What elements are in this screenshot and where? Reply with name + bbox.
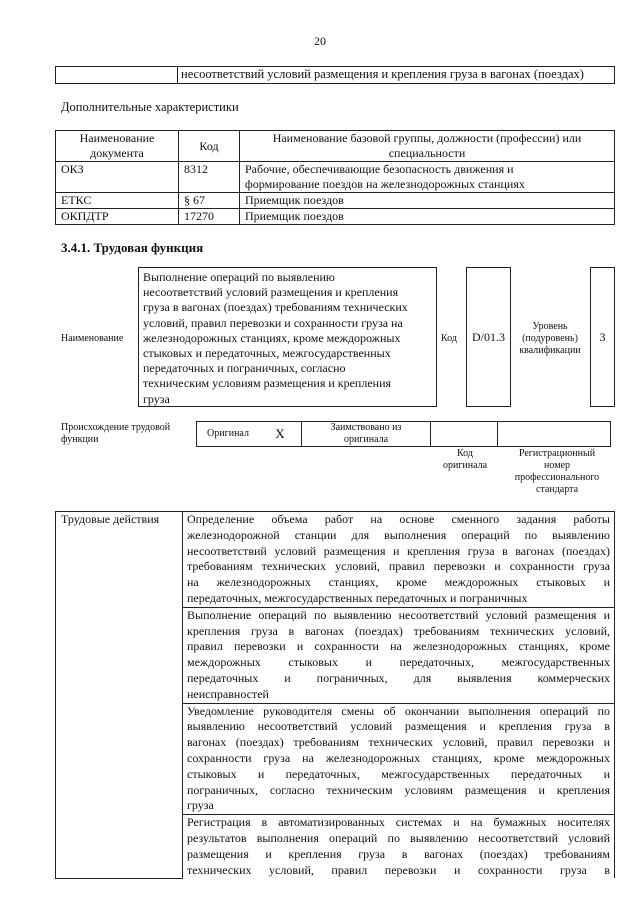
row-doc: ОКЗ: [56, 162, 179, 193]
duties-label: Трудовые действия: [56, 512, 183, 879]
col-header-code: Код: [179, 131, 240, 162]
function-level-box: [590, 267, 615, 407]
duty-item: Определение объема работ на основе сменного задания работы железнодорожной станции для выполнения операций по выявлению несоответствий условий размещения и крепления груза в вагонах (поездах) требованиям технических условий, правил перевозки и сохранности груза на железнодорожных станциях, кроме междорожных стыковых и передаточных, межгосударственных передаточных и пограничных: [183, 512, 615, 608]
name-label: Наименование: [61, 333, 124, 344]
row-doc: ЕТКС: [56, 193, 179, 209]
row-code: 8312: [179, 162, 240, 193]
row-name: Приемщик поездов: [240, 209, 615, 225]
table-row: [56, 193, 615, 209]
table-row: [56, 512, 615, 608]
col-header-name: Наименование базовой группы, должности (профессии) или специальности: [240, 131, 615, 162]
continuation-text: несоответствий условий размещения и крепления груза в вагонах (поездах): [178, 67, 615, 84]
col-header-document: Наименование документа: [56, 131, 179, 162]
origin-table: [196, 421, 611, 447]
registration-caption: Регистрационный номер профессионального стандарта: [514, 448, 600, 495]
code-label: Код: [441, 333, 457, 344]
additional-heading: Дополнительные характеристики: [61, 100, 239, 114]
row-code: 17270: [179, 209, 240, 225]
table-row: [56, 162, 615, 193]
original-code-cell: [431, 422, 498, 447]
duty-item: Уведомление руководителя смены об окончании выполнения операций по выявлению несоответствий условий размещения и крепления груза в вагонах (поездах) требованиям технических условий, правил перевозки и сохранности груза на железнодорожных станциях, кроме междорожных стыковых и передаточных, межгосударственных передаточных и пограничных, согласно техническим условиям размещения и крепления груза: [183, 703, 615, 815]
row-doc: ОКПДТР: [56, 209, 179, 225]
original-label: Оригинал: [197, 422, 260, 447]
borrowed-label: Заимствовано из оригинала: [302, 422, 431, 447]
row-name: Приемщик поездов: [240, 193, 615, 209]
function-title: 3.4.1. Трудовая функция: [61, 240, 204, 255]
original-mark: X: [259, 422, 302, 447]
function-code: D/01.3: [472, 329, 505, 344]
function-code-box: [466, 267, 511, 407]
duty-item: Регистрация в автоматизированных системах и на бумажных носителях результатов выполнения операций по выявлению несоответствий условий размещения и крепления груза в вагонах (поездах) требованиям технических условий, правил перевозки и сохранности груза в: [183, 815, 615, 879]
row-code: § 67: [179, 193, 240, 209]
code-caption: Код оригинала: [442, 448, 488, 471]
continuation-table: [55, 66, 615, 84]
header-row: [56, 131, 615, 162]
row-name: Рабочие, обеспечивающие безопасность движения и формирование поездов на железнодорожных станциях: [240, 162, 615, 193]
characteristics-table: [55, 130, 615, 225]
registration-number-cell: [498, 422, 611, 447]
duties-table: [55, 511, 615, 879]
function-level: 3: [599, 329, 606, 344]
level-label: Уровень (подуровень) квалификации: [519, 321, 581, 356]
empty-cell: [56, 67, 178, 84]
origin-label: Происхождение трудовой функции: [61, 422, 171, 445]
duty-item: Выполнение операций по выявлению несоответствий условий размещения и крепления груза в вагонах (поездах) требованиям технических условий, правил перевозки и сохранности на железнодорожных станциях, кроме междорожных стыковых и передаточных, межгосударственных передаточных и пограничных, для выявления коммерческих неисправностей: [183, 607, 615, 703]
table-row: [56, 209, 615, 225]
page-number: 20: [314, 34, 326, 48]
function-name-box: Выполнение операций по выявлению несоответствий условий размещения и крепления груза в вагонах (поездах) требованиям технических условий, правил перевозки и сохранности груза на железнодорожных станциях, кроме междорожных стыковых и передаточных, межгосударственных передаточных и пограничных, согласно техническим условиям размещения и крепления груза: [138, 267, 437, 407]
